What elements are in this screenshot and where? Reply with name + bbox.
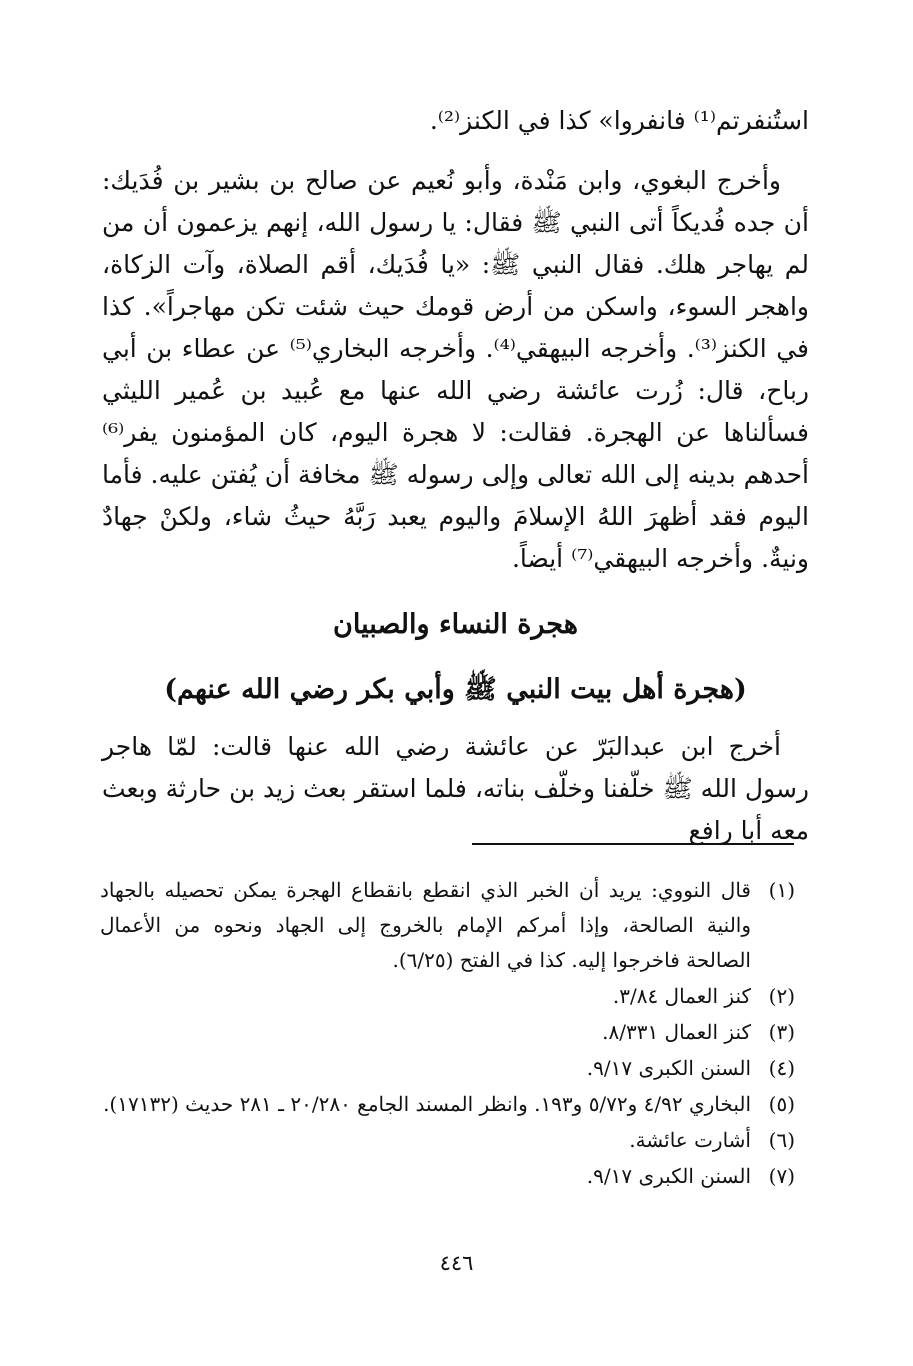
footnote-text: كنز العمال ٣/٨٤. [612,984,751,1008]
footnote-number: (٢) [768,984,795,1008]
footnote-item [100,1123,795,1158]
paragraph-ibn-abdulbarr: أخرج ابن عبدالبَرّ عن عائشة رضي الله عنها قالت: لمّا هاجر رسول الله ﷺ خلّفنا وخلّف بناته، فلما استقر بعث زيد بن حارثة وبعث معه أبا رافع [102,732,809,845]
footnote-item [100,1087,795,1122]
footnote-number: (٣) [768,1020,795,1044]
footnote-item [100,979,795,1014]
main-text-block [102,100,809,852]
footnote-number: (٧) [768,1164,795,1188]
footnote-number: (٦) [768,1128,795,1152]
paragraph-baghawi: وأخرج البغوي، وابن مَنْدة، وأبو نُعيم عن صالح بن بشير بن فُدَيك: أن جده فُديكاً أتى النبي ﷺ فقال: يا رسول الله، إنهم يزعمون أن من لم يهاجر هلك. فقال النبي ﷺ: «يا فُدَيك، أقم الصلاة، وآت الزكاة، واهجر السوء، واسكن من أرض قومك حيث شئت تكن مهاجراً». كذا في الكنز⁽³⁾. وأخرجه البيهقي⁽⁴⁾. وأخرجه البخاري⁽⁵⁾ عن عطاء بن أبي رباح، قال: زُرت عائشة رضي الله عنها مع عُبيد بن عُمير الليثي فسألناها عن الهجرة. فقالت: لا هجرة اليوم، كان المؤمنون يفر⁽⁶⁾ أحدهم بدينه إلى الله تعالى وإلى رسوله ﷺ مخافة أن يُفتن عليه. فأما اليوم فقد أظهرَ اللهُ الإسلامَ واليوم يعبد رَبَّهُ حيثُ شاء، ولكنْ جهادٌ ونيةٌ. وأخرجه البيهقي⁽⁷⁾ أيضاً. [102,166,810,573]
footnote-text: كنز العمال ٨/٣٣١. [602,1020,751,1044]
footnote-number: (٥) [768,1092,795,1116]
footnote-separator [472,843,794,845]
paragraph-opening: استُنفرتم⁽¹⁾ فانفروا» كذا في الكنز⁽²⁾. [429,106,809,135]
footnote-number: (١) [768,878,795,902]
section-subheading: (هجرة أهل بيت النبي ﷺ وأبي بكر رضي الله عنهم) [164,674,747,705]
footnote-number: (٤) [768,1056,795,1080]
footnote-item [100,1015,795,1050]
footnote-text: السنن الكبرى ٩/١٧. [586,1056,751,1080]
footnotes-list [100,873,795,1195]
footnote-item [100,873,795,978]
footnote-text: البخاري ٤/٩٢ و٥/٧٢ و١٩٣. وانظر المسند الجامع ٢٠/٢٨٠ ـ ٢٨١ حديث (١٧١٣٢). [103,1092,751,1116]
footnote-text: السنن الكبرى ٩/١٧. [586,1164,751,1188]
page-number: ٤٤٦ [439,1251,474,1275]
footnote-text: قال النووي: يريد أن الخبر الذي انقطع بانقطاع الهجرة يمكن تحصيله بالجهاد والنية الصالحة، وإذا أمركم الإمام بالخروج إلى الجهاد ونحوه من الأعمال الصالحة فاخرجوا إليه. كذا في الفتح (٦/٢٥). [100,878,751,972]
section-heading: هجرة النساء والصبيان [333,609,578,640]
footnote-item [100,1051,795,1086]
footnote-item [100,1159,795,1194]
footnote-text: أشارت عائشة. [629,1128,751,1152]
